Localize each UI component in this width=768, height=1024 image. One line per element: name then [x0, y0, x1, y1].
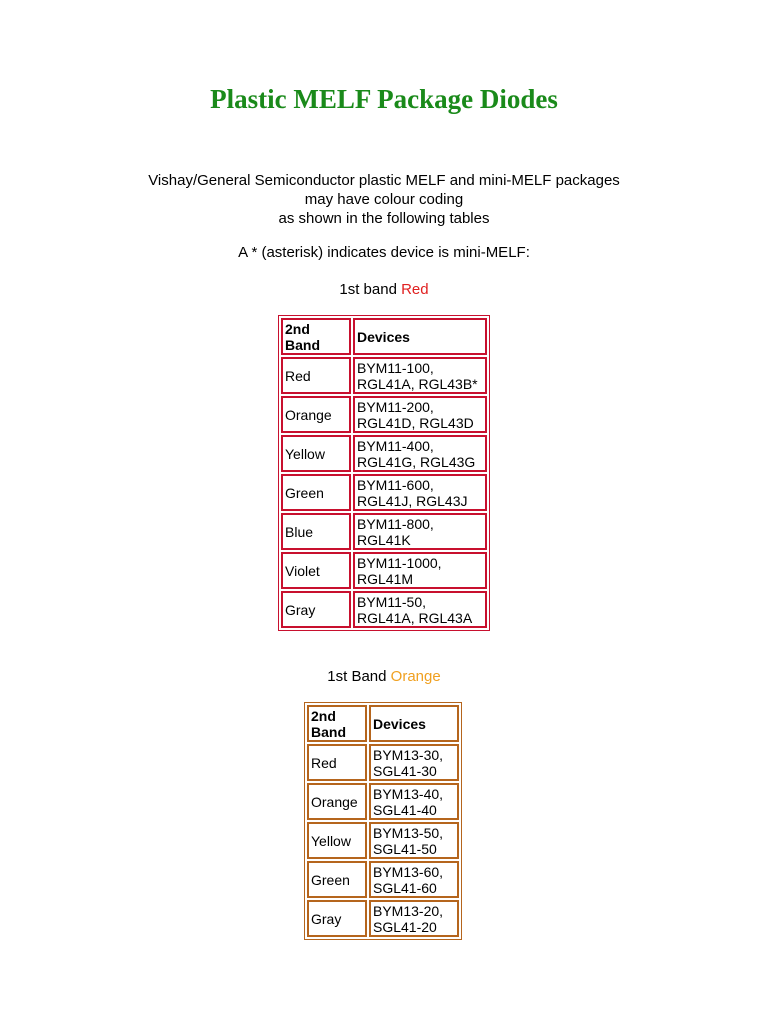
- devices-cell: BYM11-600, RGL41J, RGL43J: [353, 474, 487, 511]
- table-row: [281, 474, 487, 511]
- table-heading-color-name: Orange: [390, 668, 441, 685]
- devices-cell: BYM11-50, RGL41A, RGL43A: [353, 591, 487, 628]
- band-cell: Green: [307, 861, 367, 898]
- devices-cell: BYM11-100, RGL41A, RGL43B*: [353, 357, 487, 394]
- table-row: [281, 357, 487, 394]
- table-row: [307, 822, 459, 859]
- devices-cell: BYM11-200, RGL41D, RGL43D: [353, 396, 487, 433]
- devices-cell: BYM11-1000, RGL41M: [353, 552, 487, 589]
- table-row: [307, 783, 459, 820]
- devices-cell: BYM13-60, SGL41-60: [369, 861, 459, 898]
- table-row: [281, 513, 487, 550]
- table-heading-color-name: Red: [401, 281, 429, 298]
- table-heading-prefix: 1st band: [339, 281, 397, 298]
- column-header-devices: Devices: [353, 318, 487, 355]
- band-cell: Blue: [281, 513, 351, 550]
- table-heading-prefix: 1st Band: [327, 668, 387, 685]
- intro-line: may have colour coding: [304, 191, 464, 208]
- band-cell: Violet: [281, 552, 351, 589]
- column-header-devices: Devices: [369, 705, 459, 742]
- band-table-red: [278, 315, 490, 631]
- devices-cell: BYM13-30, SGL41-30: [369, 744, 459, 781]
- intro-line: as shown in the following tables: [278, 210, 490, 227]
- intro-line: Vishay/General Semiconductor plastic MELF and mini-MELF packages: [148, 172, 620, 189]
- band-cell: Yellow: [281, 435, 351, 472]
- table-header-row: [307, 705, 459, 742]
- column-header-2nd-band: 2nd Band: [307, 705, 367, 742]
- table-row: [307, 861, 459, 898]
- page-title: Plastic MELF Package Diodes: [210, 84, 558, 114]
- devices-cell: BYM11-400, RGL41G, RGL43G: [353, 435, 487, 472]
- band-cell: Gray: [307, 900, 367, 937]
- band-cell: Red: [281, 357, 351, 394]
- band-table-orange: [304, 702, 462, 940]
- table-row: [281, 435, 487, 472]
- band-cell: Yellow: [307, 822, 367, 859]
- devices-cell: BYM13-40, SGL41-40: [369, 783, 459, 820]
- table-row: [281, 591, 487, 628]
- band-cell: Green: [281, 474, 351, 511]
- band-cell: Orange: [281, 396, 351, 433]
- table-header-row: [281, 318, 487, 355]
- band-cell: Red: [307, 744, 367, 781]
- table-row: [307, 900, 459, 937]
- asterisk-note: A * (asterisk) indicates device is mini-MELF:: [238, 244, 530, 261]
- devices-cell: BYM13-50, SGL41-50: [369, 822, 459, 859]
- table-row: [307, 744, 459, 781]
- table-heading-orange: [0, 668, 768, 685]
- table-row: [281, 552, 487, 589]
- band-cell: Gray: [281, 591, 351, 628]
- devices-cell: BYM13-20, SGL41-20: [369, 900, 459, 937]
- devices-cell: BYM11-800, RGL41K: [353, 513, 487, 550]
- band-cell: Orange: [307, 783, 367, 820]
- intro-paragraph: [0, 171, 768, 228]
- table-heading-red: [0, 281, 768, 298]
- table-row: [281, 396, 487, 433]
- column-header-2nd-band: 2nd Band: [281, 318, 351, 355]
